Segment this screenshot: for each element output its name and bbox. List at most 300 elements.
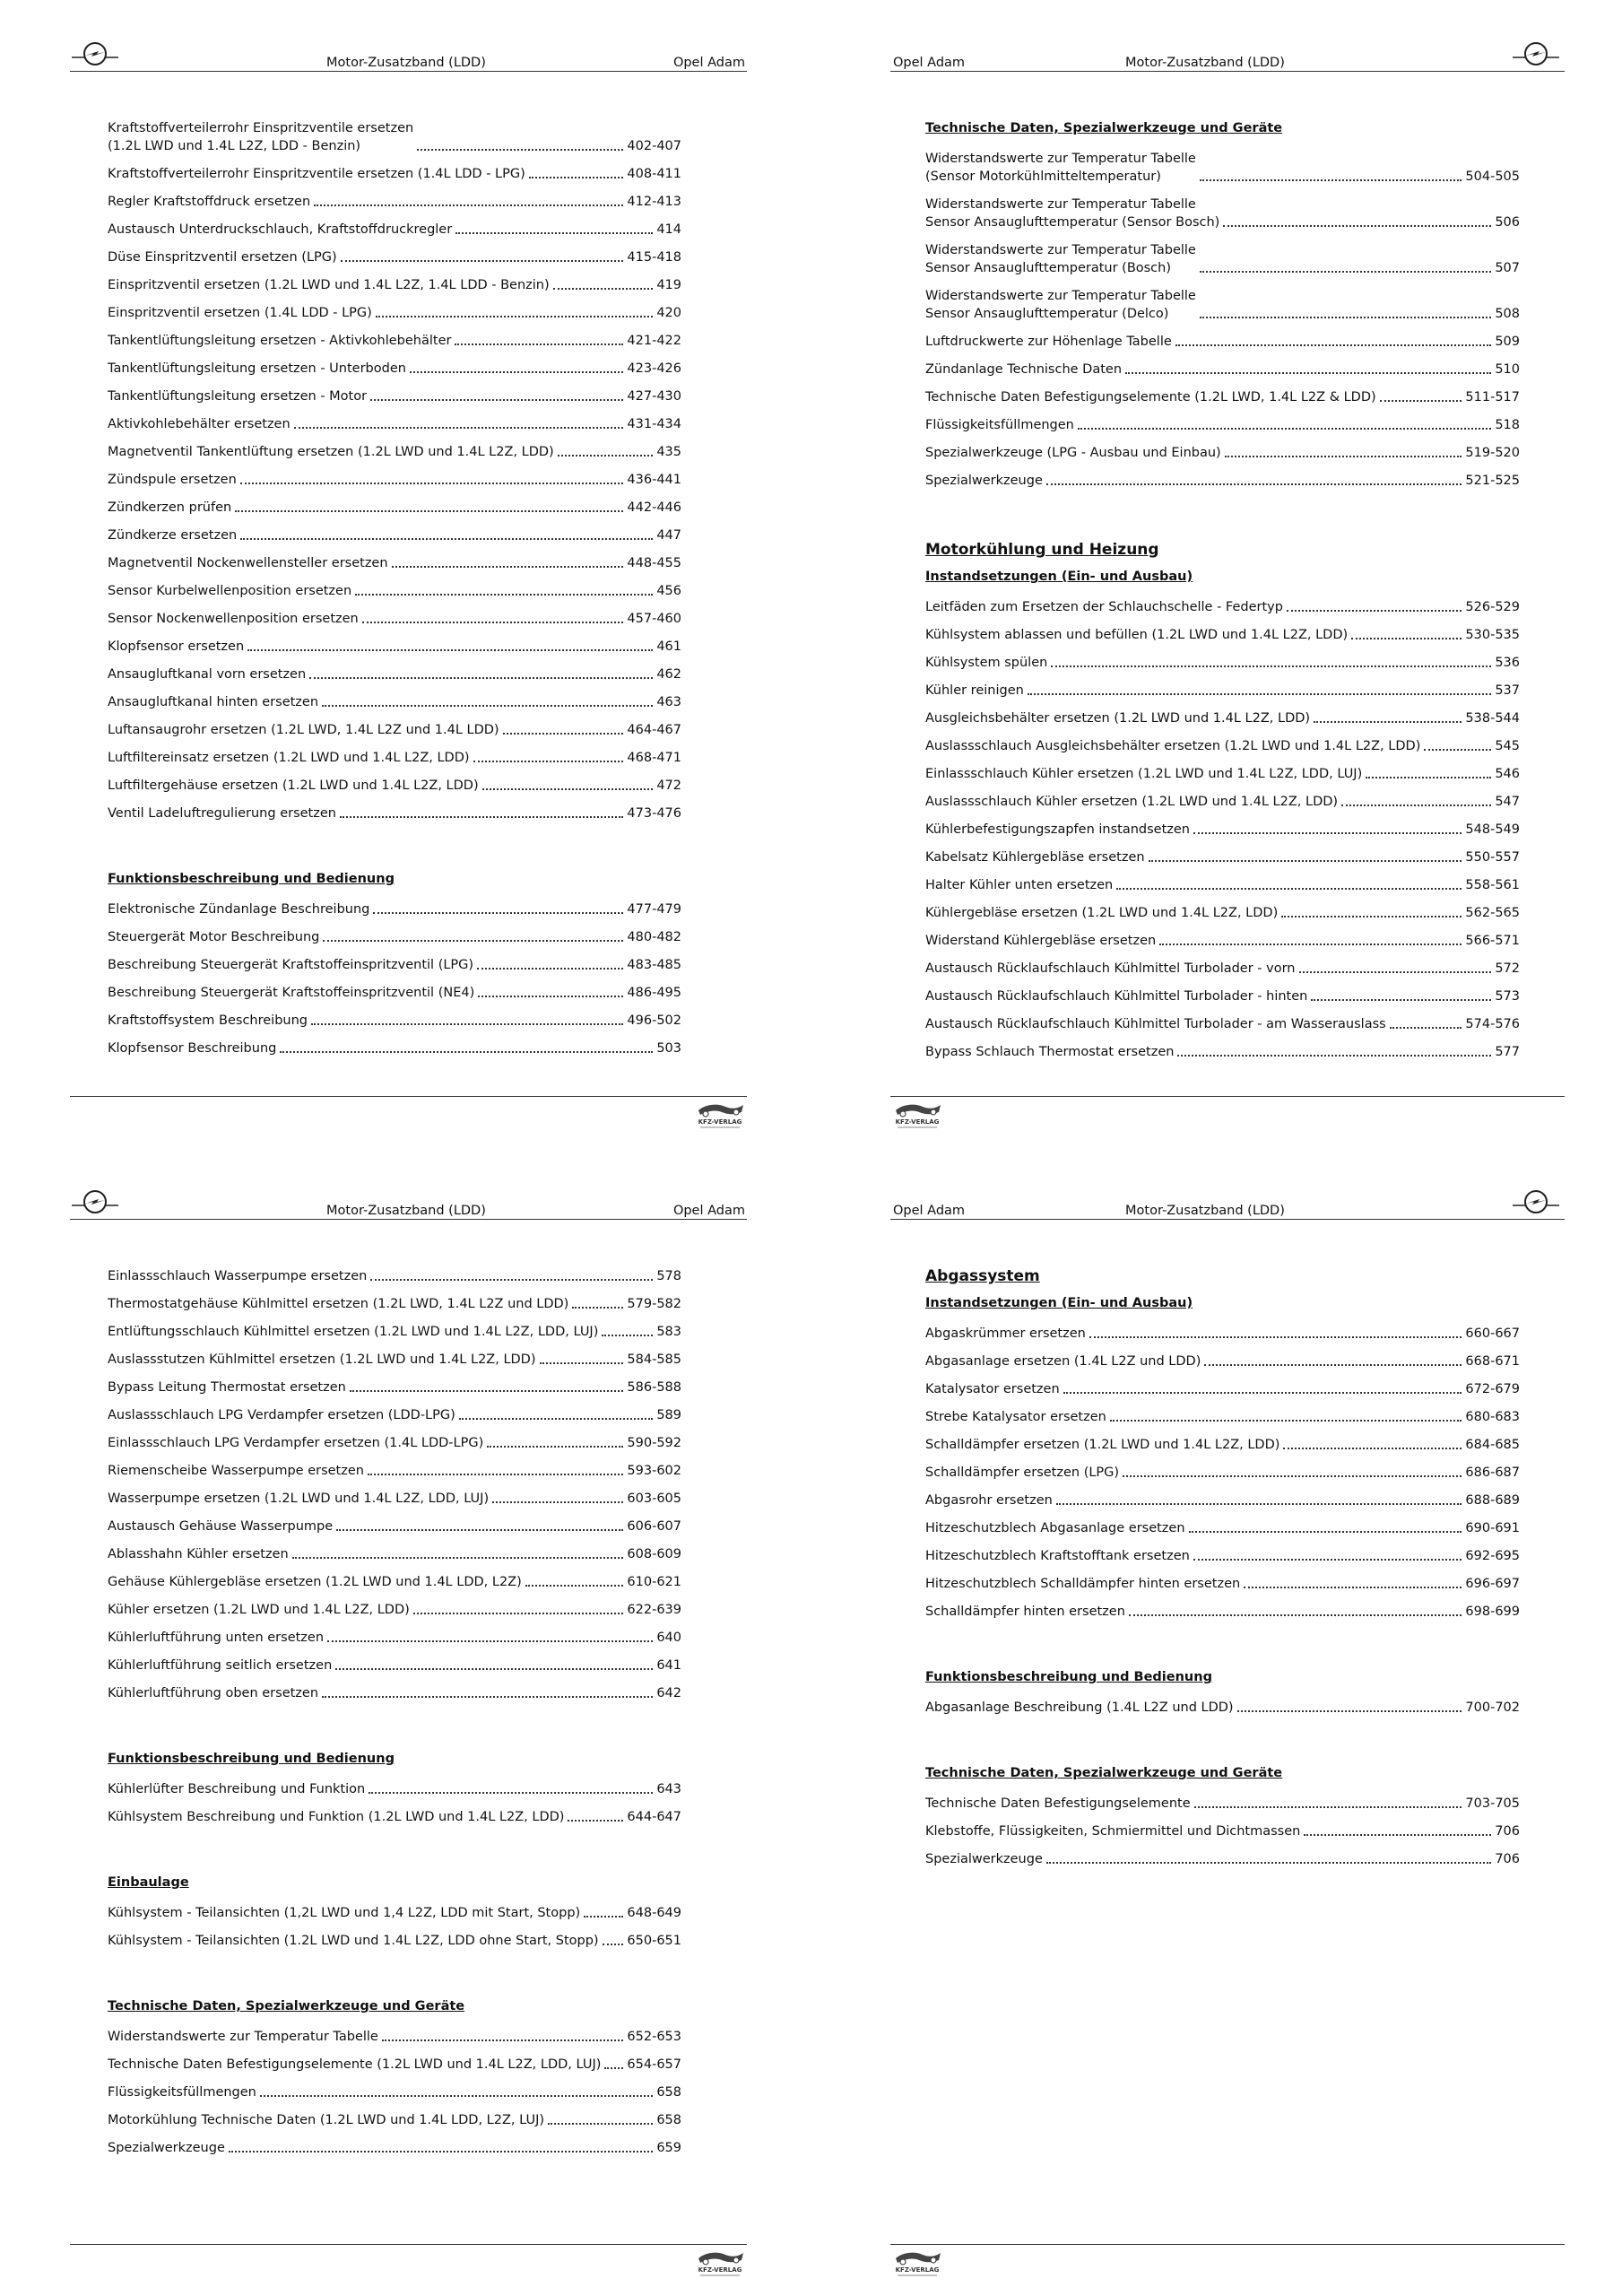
- toc-entry-pages: 402-407: [627, 139, 681, 153]
- toc-entry-pages: 536: [1495, 656, 1520, 670]
- dot-leader: [260, 2095, 653, 2097]
- toc-entry[interactable]: [925, 1325, 1520, 1343]
- toc-entry-pages: 706: [1495, 1852, 1520, 1866]
- toc-entry[interactable]: [108, 554, 681, 572]
- toc-entry[interactable]: [925, 1492, 1520, 1509]
- toc-entry-pages: 503: [656, 1041, 681, 1056]
- toc-entry-title: Austausch Rücklaufschlauch Kühlmittel Turbolader - am Wasserauslass: [925, 1017, 1386, 1031]
- toc-entry-title: Kühlerlüfter Beschreibung und Funktion: [108, 1782, 366, 1796]
- toc-entry-title: Sensor Kurbelwellenposition ersetzen: [108, 584, 352, 598]
- toc-entry[interactable]: [925, 1603, 1520, 1621]
- page-header: [890, 1198, 1565, 1220]
- toc-entry-title: Spezialwerkzeuge: [925, 474, 1043, 488]
- toc-entry-title: Thermostatgehäuse Kühlmittel ersetzen (1.2L LWD, 1.4L L2Z und LDD): [108, 1297, 569, 1311]
- toc-entry[interactable]: [108, 276, 681, 294]
- dot-leader: [603, 1944, 624, 1945]
- toc-entry-title: Luftfiltereinsatz ersetzen (1.2L LWD und 1.4L L2Z, LDD): [108, 751, 470, 765]
- toc-entry-pages: 658: [656, 2085, 681, 2100]
- toc-entry[interactable]: [925, 472, 1520, 490]
- toc-entry-title: Beschreibung Steuergerät Kraftstoffeinspritzventil (NE4): [108, 986, 475, 1000]
- dot-leader: [584, 1916, 623, 1918]
- page-footer: [70, 1096, 747, 1126]
- toc-entry[interactable]: [108, 2083, 681, 2101]
- header-brand: Opel Adam: [893, 1204, 966, 1218]
- dot-leader: [370, 399, 623, 401]
- toc-entry-pages: 642: [656, 1686, 681, 1700]
- toc-entry[interactable]: [925, 150, 1520, 186]
- page-footer: [890, 1096, 1565, 1126]
- toc-entry[interactable]: [108, 777, 681, 795]
- toc-entry-title: Zündkerze ersetzen: [108, 528, 238, 543]
- toc-entry[interactable]: [925, 765, 1520, 783]
- dot-leader: [292, 1557, 624, 1559]
- toc-entry-title: Elektronische Zündanlage Beschreibung: [108, 902, 370, 917]
- dot-leader: [1194, 1806, 1462, 1808]
- toc-entry-pages: 464-467: [627, 723, 681, 737]
- dot-leader: [1204, 1364, 1462, 1366]
- toc-entry[interactable]: [108, 665, 681, 683]
- dot-leader: [540, 1362, 624, 1364]
- toc-entry[interactable]: [108, 984, 681, 1002]
- toc-entry-pages: 415-418: [627, 250, 681, 265]
- toc-entry-title: Auslassschlauch Ausgleichsbehälter ersetzen (1.2L LWD und 1.4L L2Z, LDD): [925, 739, 1421, 753]
- section-heading: Funktionsbeschreibung und Bedienung: [108, 1752, 395, 1766]
- toc-entry[interactable]: [108, 928, 681, 946]
- toc-entry-pages: 641: [656, 1658, 681, 1673]
- toc-entry[interactable]: [925, 1015, 1520, 1033]
- page-2: [811, 0, 1622, 1148]
- toc-entry[interactable]: [108, 1518, 681, 1535]
- toc-entry-title: Kühlsystem spülen: [925, 656, 1048, 670]
- toc-entry-title: Magnetventil Nockenwellensteller ersetzen: [108, 556, 388, 570]
- toc-entry[interactable]: [108, 638, 681, 656]
- toc-entry-pages: 672-679: [1465, 1382, 1520, 1396]
- toc-entry-pages: 572: [1495, 961, 1520, 976]
- toc-entry-title: Kühlsystem - Teilansichten (1.2L LWD und 1.4L L2Z, LDD ohne Start, Stopp): [108, 1934, 599, 1948]
- toc-entry-pages: 584-585: [627, 1352, 681, 1367]
- dot-leader: [322, 1696, 653, 1698]
- toc-entry[interactable]: [108, 721, 681, 739]
- toc-entry[interactable]: [925, 960, 1520, 978]
- toc-entry-title: Motorkühlung Technische Daten (1.2L LWD und 1.4L LDD, L2Z, LUJ): [108, 2113, 545, 2127]
- toc-entry-pages: 506: [1495, 215, 1520, 230]
- toc-entry-title: Steuergerät Motor Beschreibung: [108, 930, 320, 944]
- toc-entry-title: Ablasshahn Kühler ersetzen: [108, 1547, 289, 1561]
- dot-leader: [335, 1668, 653, 1670]
- toc-entry-title: Einlassschlauch LPG Verdampfer ersetzen (1.4L LDD-LPG): [108, 1436, 484, 1450]
- toc-entry[interactable]: [108, 248, 681, 266]
- toc-entry-pages: 668-671: [1465, 1354, 1520, 1369]
- toc-entry-title: Abgasanlage Beschreibung (1.4L L2Z und LDD): [925, 1700, 1234, 1715]
- dot-leader: [1046, 1862, 1491, 1864]
- toc-entry[interactable]: [108, 443, 681, 461]
- toc-entry-title: Einlassschlauch Kühler ersetzen (1.2L LWD und 1.4L L2Z, LDD, LUJ): [925, 767, 1363, 781]
- toc-entry[interactable]: [925, 416, 1520, 434]
- toc-entry-pages: 537: [1495, 683, 1520, 698]
- section-gap: [108, 1712, 681, 1744]
- toc-entry-pages: 447: [656, 528, 681, 543]
- toc-entry-title: Kühlsystem ablassen und befüllen (1.2L LWD und 1.4L L2Z, LDD): [925, 628, 1349, 642]
- dot-leader: [1283, 1448, 1462, 1449]
- toc-entry[interactable]: [925, 876, 1520, 894]
- toc-entry-pages: 700-702: [1465, 1700, 1520, 1715]
- toc-entry-title: Auslassstutzen Kühlmittel ersetzen (1.2L LWD und 1.4L L2Z, LDD): [108, 1352, 536, 1367]
- toc-entry[interactable]: [925, 361, 1520, 378]
- toc-entry-pages: 463: [656, 695, 681, 709]
- toc-entry-pages: 504-505: [1465, 170, 1520, 184]
- toc-entry-pages: 690-691: [1465, 1521, 1520, 1535]
- kfz-verlag-text: KFZ-VERLAG: [698, 2266, 742, 2274]
- toc-entry[interactable]: [108, 387, 681, 405]
- toc-entry-pages: 431-434: [627, 417, 681, 431]
- toc-entry[interactable]: [925, 1822, 1520, 1840]
- toc-entry[interactable]: [925, 241, 1520, 277]
- toc-entry-pages: 483-485: [627, 958, 681, 972]
- toc-entry-title: Ausgleichsbehälter ersetzen (1.2L LWD und 1.4L L2Z, LDD): [925, 711, 1311, 726]
- page-4: [811, 1148, 1622, 2296]
- toc-entry-title: Kühler reinigen: [925, 683, 1024, 698]
- dot-leader: [1311, 999, 1491, 1001]
- toc-entry[interactable]: [108, 1462, 681, 1480]
- kfz-verlag-logo-icon: [693, 2249, 747, 2280]
- toc-entry[interactable]: [925, 709, 1520, 727]
- toc-entry-title: Flüssigkeitsfüllmengen: [108, 2085, 256, 2100]
- toc-entry-title: Spezialwerkzeuge: [108, 2141, 225, 2155]
- dot-leader: [473, 761, 624, 762]
- toc-entry[interactable]: [925, 793, 1520, 811]
- toc-entry-title: Bypass Leitung Thermostat ersetzen: [108, 1380, 346, 1395]
- toc-entry[interactable]: [925, 444, 1520, 462]
- toc-entry-pages: 606-607: [627, 1519, 681, 1534]
- section-gap: [925, 1726, 1520, 1759]
- toc-entry-pages: 496-502: [627, 1013, 681, 1028]
- toc-entry-pages: 644-647: [627, 1810, 681, 1824]
- toc-entry-title: Kühlerluftführung unten ersetzen: [108, 1631, 325, 1645]
- toc-entry[interactable]: [108, 2111, 681, 2129]
- toc-entry[interactable]: [108, 1323, 681, 1341]
- dot-leader: [323, 940, 623, 942]
- dot-leader: [1200, 317, 1491, 318]
- dot-leader: [1351, 638, 1462, 639]
- kfz-verlag-logo-icon: [693, 1101, 747, 1132]
- page-footer: [70, 2244, 747, 2274]
- section-gap: [925, 1631, 1520, 1663]
- toc-entry[interactable]: [108, 693, 681, 711]
- toc-entry-title: Leitfäden zum Ersetzen der Schlauchschelle - Federtyp: [925, 600, 1283, 614]
- dot-leader: [1175, 344, 1492, 346]
- toc-entry-title: Technische Daten Befestigungselemente (1.2L LWD, 1.4L L2Z & LDD): [925, 390, 1376, 404]
- toc-entry-pages: 589: [656, 1408, 681, 1422]
- toc-entry[interactable]: [925, 598, 1520, 616]
- toc-entry-pages: 573: [1495, 989, 1520, 1004]
- dot-leader: [1189, 1531, 1462, 1533]
- toc-entry-title: Halter Kühler unten ersetzen: [925, 878, 1114, 892]
- toc-entry[interactable]: [108, 804, 681, 822]
- toc-entry-pages: 510: [1495, 362, 1520, 377]
- toc-entry-pages: 658: [656, 2113, 681, 2127]
- toc-entry[interactable]: [108, 1012, 681, 1030]
- toc-entry-pages: 680-683: [1465, 1410, 1520, 1424]
- toc-content: [925, 1267, 1520, 1878]
- section-heading: Instandsetzungen (Ein- und Ausbau): [925, 570, 1193, 584]
- toc-entry-title: Abgaskrümmer ersetzen: [925, 1326, 1086, 1341]
- toc-entry-title: Technische Daten Befestigungselemente (1.2L LWD und 1.4L L2Z, LDD, LUJ): [108, 2057, 602, 2072]
- toc-entry[interactable]: [925, 1699, 1520, 1717]
- toc-entry[interactable]: [108, 193, 681, 211]
- dot-leader: [477, 968, 623, 970]
- toc-entry-title: Widerstandswerte zur Temperatur Tabelle Sensor Ansauglufttemperatur (Delco): [925, 289, 1196, 321]
- dot-leader: [340, 816, 623, 818]
- dot-leader: [1225, 456, 1462, 457]
- toc-entry[interactable]: [925, 1519, 1520, 1537]
- kfz-verlag-text: KFZ-VERLAG: [895, 2266, 940, 2274]
- toc-entry-pages: 473-476: [627, 806, 681, 821]
- page-1: [0, 0, 811, 1148]
- toc-entry[interactable]: [108, 360, 681, 378]
- dot-leader: [459, 1418, 654, 1420]
- toc-entry[interactable]: [925, 821, 1520, 839]
- toc-entry-pages: 477-479: [627, 902, 681, 917]
- section-gap: [108, 1960, 681, 1992]
- toc-entry-title: Austausch Rücklaufschlauch Kühlmittel Turbolader - vorn: [925, 961, 1296, 976]
- dot-leader: [1159, 944, 1462, 945]
- toc-entry[interactable]: [108, 165, 681, 183]
- toc-entry-pages: 421-422: [627, 334, 681, 348]
- dot-leader: [336, 1529, 623, 1531]
- page-header: [70, 1198, 747, 1220]
- toc-entry-pages: 518: [1495, 418, 1520, 432]
- dot-leader: [327, 1640, 653, 1642]
- toc-entry[interactable]: [108, 1490, 681, 1508]
- dot-leader: [503, 733, 624, 735]
- toc-entry-title: Schalldämpfer hinten ersetzen: [925, 1605, 1125, 1619]
- toc-entry[interactable]: [925, 626, 1520, 644]
- toc-entry[interactable]: [925, 904, 1520, 922]
- toc-entry[interactable]: [108, 1932, 681, 1950]
- toc-entry[interactable]: [925, 848, 1520, 866]
- toc-entry[interactable]: [108, 610, 681, 628]
- toc-entry[interactable]: [925, 1575, 1520, 1593]
- dot-leader: [362, 622, 624, 623]
- toc-entry[interactable]: [108, 1351, 681, 1369]
- dot-leader: [413, 1613, 624, 1614]
- dot-leader: [247, 649, 653, 651]
- section-heading: Instandsetzungen (Ein- und Ausbau): [925, 1296, 1193, 1310]
- dot-leader: [240, 483, 624, 484]
- toc-entry[interactable]: [108, 1780, 681, 1798]
- toc-entry[interactable]: [925, 1436, 1520, 1454]
- toc-entry-pages: 586-588: [627, 1380, 681, 1395]
- toc-entry-pages: 686-687: [1465, 1465, 1520, 1480]
- dot-leader: [1028, 693, 1492, 695]
- toc-entry[interactable]: [108, 1378, 681, 1396]
- toc-entry[interactable]: [925, 1547, 1520, 1565]
- page-3: [0, 1148, 811, 2296]
- toc-entry[interactable]: [925, 1408, 1520, 1426]
- toc-entry-pages: 545: [1495, 739, 1520, 753]
- dot-leader: [1193, 1559, 1462, 1561]
- dot-leader: [1063, 1392, 1462, 1394]
- toc-entry-pages: 507: [1495, 261, 1520, 275]
- opel-logo-icon: [1513, 1186, 1559, 1218]
- toc-entry-title: Ansaugluftkanal hinten ersetzen: [108, 695, 319, 709]
- toc-entry-title: Katalysator ersetzen: [925, 1382, 1060, 1396]
- toc-entry-title: Einlassschlauch Wasserpumpe ersetzen: [108, 1269, 368, 1283]
- toc-entry-title: Magnetventil Tankentlüftung ersetzen (1.2L LWD und 1.4L L2Z, LDD): [108, 445, 554, 459]
- toc-entry[interactable]: [108, 119, 681, 155]
- toc-entry[interactable]: [108, 956, 681, 974]
- toc-entry-pages: 650-651: [627, 1934, 681, 1948]
- toc-entry[interactable]: [108, 1808, 681, 1826]
- toc-entry-pages: 698-699: [1465, 1605, 1520, 1619]
- toc-entry-pages: 550-557: [1465, 850, 1520, 865]
- toc-entry[interactable]: [925, 682, 1520, 700]
- toc-entry-title: Klebstoffe, Flüssigkeiten, Schmiermittel und Dichtmassen: [925, 1824, 1301, 1839]
- toc-entry-title: Kraftstoffsystem Beschreibung: [108, 1013, 308, 1028]
- toc-entry[interactable]: [108, 499, 681, 517]
- dot-leader: [1089, 1336, 1462, 1338]
- toc-entry[interactable]: [108, 1657, 681, 1674]
- toc-entry-pages: 574-576: [1465, 1017, 1520, 1031]
- toc-entry[interactable]: [925, 1380, 1520, 1398]
- toc-entry[interactable]: [108, 415, 681, 433]
- dot-leader: [568, 1820, 623, 1822]
- dot-leader: [294, 427, 624, 429]
- toc-entry-title: Kühlsystem Beschreibung und Funktion (1.2L LWD und 1.4L L2Z, LDD): [108, 1810, 565, 1824]
- toc-entry[interactable]: [108, 2056, 681, 2074]
- dot-leader: [572, 1307, 623, 1309]
- toc-entry[interactable]: [925, 388, 1520, 406]
- kfz-verlag-text: KFZ-VERLAG: [895, 1118, 940, 1126]
- toc-entry[interactable]: [925, 196, 1520, 231]
- toc-entry[interactable]: [108, 1295, 681, 1313]
- section-heading: Technische Daten, Spezialwerkzeuge und Geräte: [925, 121, 1283, 135]
- toc-entry[interactable]: [925, 737, 1520, 755]
- header-model: Motor-Zusatzband (LDD): [326, 56, 486, 70]
- toc-entry-title: Austausch Unterdruckschlauch, Kraftstoffdruckregler: [108, 222, 453, 237]
- toc-entry-title: Aktivkohlebehälter ersetzen: [108, 417, 291, 431]
- dot-leader: [487, 1446, 623, 1448]
- toc-entry[interactable]: [108, 1601, 681, 1619]
- dot-leader: [1237, 1710, 1462, 1712]
- toc-entry[interactable]: [925, 1795, 1520, 1813]
- dot-leader: [1046, 483, 1462, 485]
- toc-entry-pages: 468-471: [627, 751, 681, 765]
- toc-entry-pages: 508: [1495, 307, 1520, 321]
- toc-entry[interactable]: [108, 2028, 681, 2046]
- toc-entry-pages: 593-602: [627, 1464, 681, 1478]
- section-gap: [925, 500, 1520, 532]
- toc-entry[interactable]: [108, 582, 681, 600]
- dot-leader: [478, 996, 623, 997]
- toc-entry[interactable]: [925, 1043, 1520, 1061]
- toc-entry-pages: 648-649: [627, 1906, 681, 1920]
- toc-entry[interactable]: [108, 1904, 681, 1922]
- toc-entry-pages: 548-549: [1465, 822, 1520, 837]
- toc-entry[interactable]: [108, 2139, 681, 2157]
- toc-entry-pages: 435: [656, 445, 681, 459]
- header-brand: Opel Adam: [672, 1204, 745, 1218]
- toc-entry-pages: 521-525: [1465, 474, 1520, 488]
- dot-leader: [1129, 1614, 1462, 1616]
- toc-entry[interactable]: [925, 1464, 1520, 1482]
- toc-entry[interactable]: [108, 1684, 681, 1702]
- dot-leader: [1299, 971, 1492, 973]
- dot-leader: [604, 2067, 623, 2069]
- dot-leader: [368, 1474, 623, 1475]
- dot-leader: [235, 510, 623, 512]
- toc-entry[interactable]: [108, 1573, 681, 1591]
- toc-entry-title: Spezialwerkzeuge (LPG - Ausbau und Einbau): [925, 446, 1221, 460]
- toc-entry[interactable]: [108, 1545, 681, 1563]
- toc-entry-title: Klopfsensor Beschreibung: [108, 1041, 277, 1056]
- toc-entry-title: Hitzeschutzblech Schalldämpfer hinten ersetzen: [925, 1577, 1241, 1591]
- section-heading: Funktionsbeschreibung und Bedienung: [108, 872, 395, 886]
- toc-entry-pages: 654-657: [627, 2057, 681, 2072]
- toc-entry[interactable]: [925, 654, 1520, 672]
- page-footer: [890, 2244, 1565, 2274]
- toc-entry[interactable]: [108, 304, 681, 322]
- toc-entry-pages: 519-520: [1465, 446, 1520, 460]
- header-model: Motor-Zusatzband (LDD): [1125, 1204, 1285, 1218]
- toc-entry-title: Riemenscheibe Wasserpumpe ersetzen: [108, 1464, 364, 1478]
- toc-entry-pages: 640: [656, 1631, 681, 1645]
- toc-entry[interactable]: [925, 987, 1520, 1005]
- dot-leader: [280, 1051, 653, 1053]
- dot-leader: [558, 455, 654, 457]
- toc-entry[interactable]: [108, 1629, 681, 1647]
- toc-entry[interactable]: [108, 1039, 681, 1057]
- dot-leader: [1380, 400, 1462, 402]
- toc-entry[interactable]: [925, 932, 1520, 950]
- toc-entry[interactable]: [925, 287, 1520, 323]
- toc-entry-pages: 538-544: [1465, 711, 1520, 726]
- toc-entry[interactable]: [108, 221, 681, 239]
- header-brand: Opel Adam: [672, 56, 745, 70]
- toc-entry[interactable]: [925, 1850, 1520, 1868]
- toc-entry[interactable]: [108, 1406, 681, 1424]
- toc-entry[interactable]: [108, 332, 681, 350]
- toc-entry-pages: 590-592: [627, 1436, 681, 1450]
- toc-entry-title: Gehäuse Kühlergebläse ersetzen (1.2L LWD und 1.4L LDD, L2Z): [108, 1575, 522, 1589]
- toc-entry-title: Entlüftungsschlauch Kühlmittel ersetzen (1.2L LWD und 1.4L L2Z, LDD, LUJ): [108, 1325, 599, 1339]
- toc-entry-title: Bypass Schlauch Thermostat ersetzen: [925, 1045, 1175, 1059]
- toc-entry-pages: 622-639: [627, 1603, 681, 1617]
- toc-entry-pages: 660-667: [1465, 1326, 1520, 1341]
- toc-entry[interactable]: [925, 333, 1520, 351]
- toc-entry-pages: 579-582: [627, 1297, 681, 1311]
- toc-entry[interactable]: [108, 1434, 681, 1452]
- toc-entry[interactable]: [108, 471, 681, 489]
- toc-content: [925, 119, 1520, 1071]
- toc-entry[interactable]: [108, 749, 681, 767]
- toc-entry[interactable]: [108, 900, 681, 918]
- toc-entry[interactable]: [108, 1267, 681, 1285]
- toc-entry-title: Spezialwerkzeuge: [925, 1852, 1043, 1866]
- dot-leader: [1390, 1027, 1462, 1029]
- toc-entry-title: Kraftstoffverteilerrohr Einspritzventile ersetzen (1.4L LDD - LPG): [108, 167, 525, 181]
- toc-entry[interactable]: [108, 526, 681, 544]
- opel-logo-icon: [72, 38, 118, 70]
- dot-leader: [553, 288, 654, 290]
- dot-leader: [1078, 428, 1491, 430]
- dot-leader: [1244, 1587, 1462, 1588]
- kfz-verlag-text: KFZ-VERLAG: [698, 1118, 742, 1126]
- toc-entry[interactable]: [925, 1352, 1520, 1370]
- toc-entry-title: Sensor Nockenwellenposition ersetzen: [108, 612, 359, 626]
- toc-entry-pages: 461: [656, 639, 681, 654]
- toc-entry-title: Zündanlage Technische Daten: [925, 362, 1123, 377]
